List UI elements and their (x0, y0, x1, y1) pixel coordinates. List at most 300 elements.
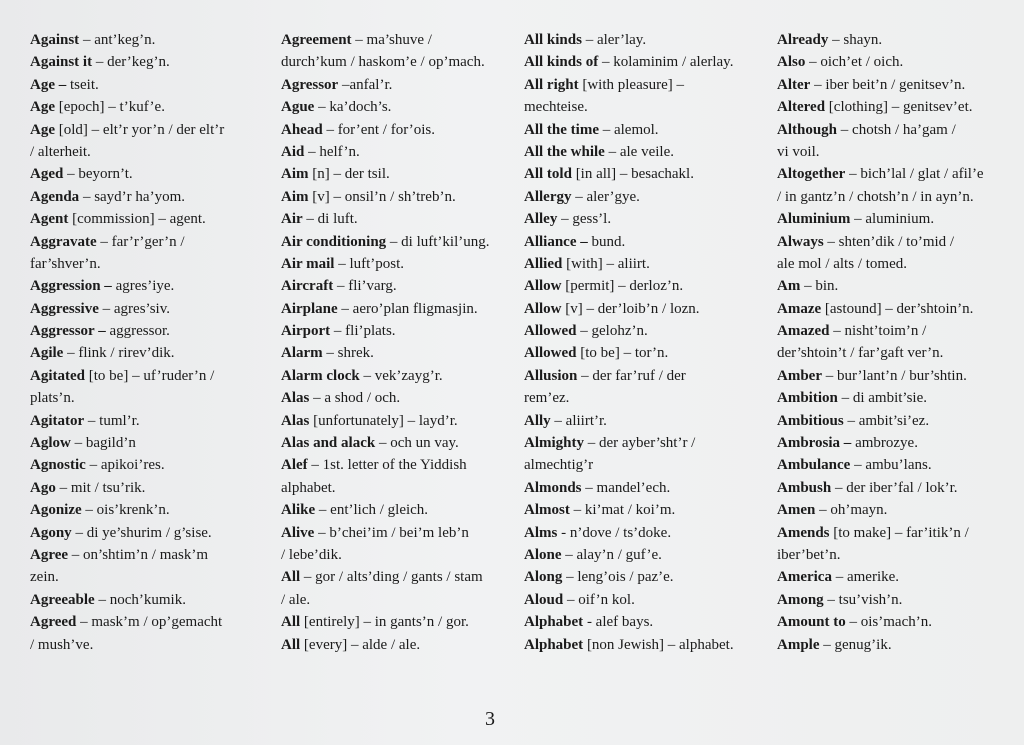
headword: Agenda (30, 188, 80, 205)
entry-line (524, 566, 756, 588)
headword: Along (524, 569, 563, 586)
headword: All the while (524, 143, 605, 160)
headword: Aim (281, 188, 309, 205)
headword: Allow (524, 278, 562, 295)
translation: [to make] – far’itik’n / (829, 524, 969, 541)
headword: Ally (524, 412, 551, 429)
translation: – bagild’n (70, 435, 136, 452)
translation: der’shtoin’t / far’gaft ver’n. (777, 345, 944, 362)
translation: – chotsh / ha’gam / (837, 121, 956, 138)
translation: [epoch] – t’kuf’e. (55, 99, 165, 116)
translation: – bich’lal / glat / afil’e (845, 166, 984, 183)
entry-line (281, 74, 513, 96)
translation: zein. (30, 569, 59, 586)
headword: Agreed (30, 614, 77, 631)
entry-line (30, 96, 262, 118)
entry-line (281, 611, 513, 633)
translation: – ka’doch’s. (314, 99, 392, 116)
entry-line (524, 96, 756, 118)
translation: – ambit’si’ez. (843, 412, 930, 429)
translation: – di luft. (302, 211, 358, 228)
headword: Aggressor – (30, 323, 106, 340)
entry-line (30, 566, 262, 588)
translation: – ale veile. (604, 143, 674, 160)
entry-line (30, 365, 262, 387)
translation: [commission] – agent. (68, 211, 206, 228)
headword: Alarm (281, 345, 323, 362)
translation: – flink / rirev’dik. (63, 345, 175, 362)
entry-line (524, 275, 756, 297)
headword: Although (777, 121, 838, 138)
entry-line (777, 29, 1009, 51)
headword: Aglow (30, 435, 71, 452)
headword: Among (777, 591, 824, 608)
entry-line (30, 163, 262, 185)
entry-line (777, 477, 1009, 499)
translation: – vek’zayg’r. (359, 367, 443, 384)
translation: – alemol. (598, 121, 659, 138)
translation: – ant’keg’n. (79, 32, 156, 48)
headword: Alike (281, 502, 316, 519)
entry-line (524, 589, 756, 611)
translation: – iber beit’n / genitsev’n. (810, 76, 966, 93)
headword: Alphabet (524, 614, 584, 631)
headword: Airport (281, 323, 331, 340)
translation: [non Jewish] – alphabet. (583, 636, 734, 653)
translation: – oif’n kol. (563, 591, 635, 608)
headword: Ago (30, 479, 56, 496)
entry-line (524, 208, 756, 230)
headword: Age – (30, 76, 67, 93)
translation: mechteise. (524, 99, 588, 116)
entry-line (524, 454, 756, 476)
entry-line (30, 454, 262, 476)
translation: – ent’lich / gleich. (315, 502, 429, 519)
translation: – aluminium. (850, 211, 935, 228)
entry-line (777, 141, 1009, 163)
entry-line (777, 499, 1009, 521)
headword: Already (777, 32, 829, 48)
headword: Aggression – (30, 278, 112, 295)
translation: – helf’n. (304, 143, 360, 160)
entry-line (777, 634, 1009, 656)
headword: Ample (777, 636, 820, 653)
translation: – beyorn’t. (63, 166, 133, 183)
translation: – kolaminim / alerlay. (598, 54, 734, 71)
translation: – mit / tsu’rik. (55, 479, 146, 496)
translation: – bur’lant’n / bur’shtin. (822, 367, 967, 384)
headword: Allied (524, 255, 563, 272)
headword: Ambrosia – (777, 435, 852, 452)
headword: All told (524, 166, 572, 183)
entry-line (777, 275, 1009, 297)
entry-line (281, 163, 513, 185)
entry-line (777, 320, 1009, 342)
headword: Age (30, 99, 55, 116)
headword: Allusion (524, 367, 578, 384)
entry-line (30, 611, 262, 633)
translation: – far’r’ger’n / (96, 233, 185, 250)
entry-line (281, 544, 513, 566)
translation: agres’iye. (111, 278, 175, 295)
headword: Alone (524, 546, 562, 563)
translation: – agres’siv. (98, 300, 170, 317)
entry-line (30, 51, 262, 73)
translation: – a shod / och. (309, 390, 401, 407)
headword: Almonds (524, 479, 582, 496)
translation: – di luft’kil’ung. (386, 233, 490, 250)
entry-line (281, 29, 513, 51)
column-3 (524, 29, 756, 656)
entry-line (777, 387, 1009, 409)
headword: All (281, 636, 301, 653)
translation: – luft’post. (334, 255, 405, 272)
translation: – nisht’toim’n / (829, 323, 927, 340)
entry-line (30, 74, 262, 96)
entry-line (777, 342, 1009, 364)
headword: Alas (281, 412, 310, 429)
headword: Against it (30, 54, 93, 71)
translation: – leng’ois / paz’e. (562, 569, 674, 586)
translation: - n’dove / ts’doke. (557, 524, 672, 541)
column-2 (281, 29, 513, 656)
headword: Allowed (524, 323, 577, 340)
entry-line (777, 589, 1009, 611)
entry-line (524, 320, 756, 342)
headword: Also (777, 54, 806, 71)
headword: Ague (281, 99, 315, 116)
translation: – for’ent / for’ois. (322, 121, 436, 138)
entry-line (777, 410, 1009, 432)
translation: [v] – onsil’n / sh’treb’n. (308, 188, 456, 205)
translation: / in gantz’n / chotsh’n / in ayn’n. (777, 188, 974, 205)
entry-line (524, 342, 756, 364)
headword: Altered (777, 99, 826, 116)
entry-line (281, 141, 513, 163)
headword: Alef (281, 457, 308, 474)
translation: ale mol / alts / tomed. (777, 255, 907, 272)
headword: All (281, 614, 301, 631)
entry-line (524, 410, 756, 432)
entry-line (777, 566, 1009, 588)
entry-line (30, 499, 262, 521)
translation: – sayd’r ha’yom. (79, 188, 185, 205)
entry-line (281, 275, 513, 297)
entry-line (281, 119, 513, 141)
headword: Airplane (281, 300, 338, 317)
headword: Ambush (777, 479, 832, 496)
translation: – fli’varg. (333, 278, 397, 295)
translation: – aero’plan fligmasjin. (337, 300, 478, 317)
headword: All kinds (524, 32, 582, 48)
entry-line (777, 298, 1009, 320)
translation: – shrek. (322, 345, 374, 362)
headword: Allowed (524, 345, 577, 362)
headword: Amount to (777, 614, 846, 631)
entry-line (524, 74, 756, 96)
headword: Aid (281, 143, 305, 160)
translation: aggressor. (105, 323, 170, 340)
headword: Agnostic (30, 457, 86, 474)
entry-line (777, 454, 1009, 476)
entry-line (281, 634, 513, 656)
headword: Ambulance (777, 457, 851, 474)
headword: Aloud (524, 591, 564, 608)
entry-line (281, 231, 513, 253)
translation: – di ambit’sie. (837, 390, 928, 407)
entry-line (281, 432, 513, 454)
headword: Aged (30, 166, 64, 183)
translation: [to be] – tor’n. (576, 345, 669, 362)
entry-line (30, 141, 262, 163)
entry-line (30, 477, 262, 499)
translation: / lebe’dik. (281, 546, 342, 563)
entry-line (30, 387, 262, 409)
translation: – noch’kumik. (94, 591, 186, 608)
translation: [v] – der’loib’n / lozn. (561, 300, 700, 317)
headword: Alas and alack (281, 435, 376, 452)
entry-line (30, 432, 262, 454)
headword: Ambitious (777, 412, 844, 429)
headword: Aim (281, 166, 309, 183)
entry-line (524, 522, 756, 544)
headword: Air conditioning (281, 233, 387, 250)
headword: Alas (281, 390, 310, 407)
headword: Agitator (30, 412, 85, 429)
entry-line (524, 298, 756, 320)
headword: Agreement (281, 32, 352, 48)
headword: All (281, 569, 301, 586)
entry-line (777, 119, 1009, 141)
translation: – ambu’lans. (850, 457, 932, 474)
headword: Aggressive (30, 300, 99, 317)
entry-line (524, 119, 756, 141)
entry-line (524, 163, 756, 185)
entry-line (524, 51, 756, 73)
entry-line (777, 432, 1009, 454)
entry-line (30, 253, 262, 275)
translation: [permit] – derloz’n. (561, 278, 684, 295)
entry-line (30, 634, 262, 656)
headword: Aluminium (777, 211, 851, 228)
headword: All right (524, 76, 579, 93)
entry-line (524, 365, 756, 387)
translation: – ois’krenk’n. (81, 502, 170, 519)
translation: – ki’mat / koi’m. (569, 502, 676, 519)
headword: Ahead (281, 121, 323, 138)
translation: [entirely] – in gants’n / gor. (300, 614, 469, 631)
translation: – mandel’ech. (581, 479, 671, 496)
translation: [unfortunately] – layd’r. (309, 412, 458, 429)
headword: Amen (777, 502, 816, 519)
headword: Amazed (777, 323, 830, 340)
entry-line (524, 186, 756, 208)
headword: Agreeable (30, 591, 95, 608)
entry-line (281, 499, 513, 521)
translation: –anfal’r. (338, 76, 393, 93)
entry-line (281, 387, 513, 409)
headword: Agile (30, 345, 64, 362)
translation: – shayn. (828, 32, 883, 48)
headword: Agressor (281, 76, 339, 93)
headword: Alter (777, 76, 811, 93)
translation: [with pleasure] – (578, 76, 684, 93)
entry-line (524, 231, 756, 253)
translation: – oich’et / oich. (805, 54, 904, 71)
headword: All the time (524, 121, 599, 138)
headword: Amber (777, 367, 822, 384)
headword: Altogether (777, 166, 846, 183)
translation: – aler’gye. (571, 188, 640, 205)
entry-line (30, 410, 262, 432)
headword: Alive (281, 524, 315, 541)
translation: [with] – aliirt. (562, 255, 650, 272)
entry-line (281, 589, 513, 611)
entry-line (30, 320, 262, 342)
entry-line (777, 253, 1009, 275)
translation: – 1st. letter of the Yiddish (307, 457, 467, 474)
translation: – oh’mayn. (815, 502, 888, 519)
entry-line (524, 634, 756, 656)
entry-line (524, 387, 756, 409)
translation: – ois’mach’n. (845, 614, 932, 631)
headword: Aircraft (281, 278, 334, 295)
entry-line (30, 298, 262, 320)
translation: – der far’ruf / der (577, 367, 686, 384)
translation: plats’n. (30, 390, 75, 407)
headword: Amaze (777, 300, 822, 317)
entry-line (524, 544, 756, 566)
translation: – amerike. (831, 569, 900, 586)
headword: Age (30, 121, 55, 138)
translation: – der ayber’sht’r / (584, 435, 696, 452)
translation: [clothing] – genitsev’et. (825, 99, 973, 116)
headword: Am (777, 278, 801, 295)
translation: – gor / alts’ding / gants / stam (300, 569, 483, 586)
translation: – der’keg’n. (92, 54, 170, 71)
translation: – aliirt’r. (550, 412, 607, 429)
entry-line (281, 477, 513, 499)
entry-line (281, 365, 513, 387)
entry-line (281, 454, 513, 476)
translation: almechtig’r (524, 457, 594, 474)
headword: Almighty (524, 435, 584, 452)
translation: – tuml’r. (84, 412, 140, 429)
entry-line (777, 163, 1009, 185)
translation: - alef bays. (583, 614, 654, 631)
translation: – der iber’fal / lok’r. (831, 479, 958, 496)
translation: [astound] – der’shtoin’n. (821, 300, 974, 317)
headword: Air mail (281, 255, 335, 272)
entry-line (30, 208, 262, 230)
headword: Alliance – (524, 233, 588, 250)
translation: [every] – alde / ale. (300, 636, 421, 653)
entry-line (777, 231, 1009, 253)
headword: Air (281, 211, 303, 228)
entry-line (777, 186, 1009, 208)
entry-line (281, 96, 513, 118)
entry-line (524, 29, 756, 51)
entry-line (281, 522, 513, 544)
entry-line (30, 119, 262, 141)
entry-line (281, 298, 513, 320)
headword: Agony (30, 524, 72, 541)
translation: – shten’dik / to’mid / (823, 233, 955, 250)
headword: Agent (30, 211, 69, 228)
translation: far’shver’n. (30, 255, 101, 272)
entry-line (281, 566, 513, 588)
headword: Alphabet (524, 636, 584, 653)
translation: [in all] – besachakl. (571, 166, 694, 183)
headword: Agree (30, 546, 69, 563)
entry-line (777, 51, 1009, 73)
translation: bund. (587, 233, 626, 250)
translation: [n] – der tsil. (308, 166, 390, 183)
translation: – aler’lay. (581, 32, 647, 48)
entry-line (30, 544, 262, 566)
headword: Against (30, 32, 80, 48)
translation: – apikoi’res. (85, 457, 165, 474)
entry-line (777, 522, 1009, 544)
headword: Allow (524, 300, 562, 317)
headword: Alms (524, 524, 558, 541)
entry-line (30, 186, 262, 208)
entry-line (777, 611, 1009, 633)
headword: Agonize (30, 502, 82, 519)
translation: vi voil. (777, 143, 820, 160)
translation: – ma’shuve / (351, 32, 432, 48)
entry-line (281, 320, 513, 342)
translation: – tsu’vish’n. (823, 591, 903, 608)
headword: Alarm clock (281, 367, 360, 384)
translation: [old] – elt’r yor’n / der elt’r (55, 121, 225, 138)
column-4 (777, 29, 1009, 656)
entry-line (777, 96, 1009, 118)
headword: Allergy (524, 188, 572, 205)
entry-line (30, 589, 262, 611)
entry-line (281, 51, 513, 73)
entry-line (524, 499, 756, 521)
translation: – och un vay. (375, 435, 459, 452)
entry-line (281, 342, 513, 364)
headword: Alley (524, 211, 558, 228)
translation: tseit. (66, 76, 99, 93)
headword: Amends (777, 524, 830, 541)
translation: – di ye’shurim / g’sise. (71, 524, 212, 541)
headword: Always (777, 233, 824, 250)
translation: – on’shtim’n / mask’m (68, 546, 209, 563)
entry-line (30, 522, 262, 544)
translation: / mush’ve. (30, 636, 94, 653)
entry-line (777, 365, 1009, 387)
entry-line (30, 342, 262, 364)
translation: iber’bet’n. (777, 546, 841, 563)
entry-line (524, 141, 756, 163)
entry-line (30, 29, 262, 51)
translation: / ale. (281, 591, 311, 608)
page-number: 3 (485, 708, 495, 730)
translation: – bin. (800, 278, 839, 295)
headword: Almost (524, 502, 570, 519)
entry-line (777, 74, 1009, 96)
translation: / alterheit. (30, 143, 91, 160)
translation: – alay’n / guf’e. (561, 546, 662, 563)
translation: – gelohz’n. (576, 323, 648, 340)
translation: – fli’plats. (330, 323, 396, 340)
headword: Agitated (30, 367, 85, 384)
entry-line (524, 432, 756, 454)
entry-line (30, 231, 262, 253)
